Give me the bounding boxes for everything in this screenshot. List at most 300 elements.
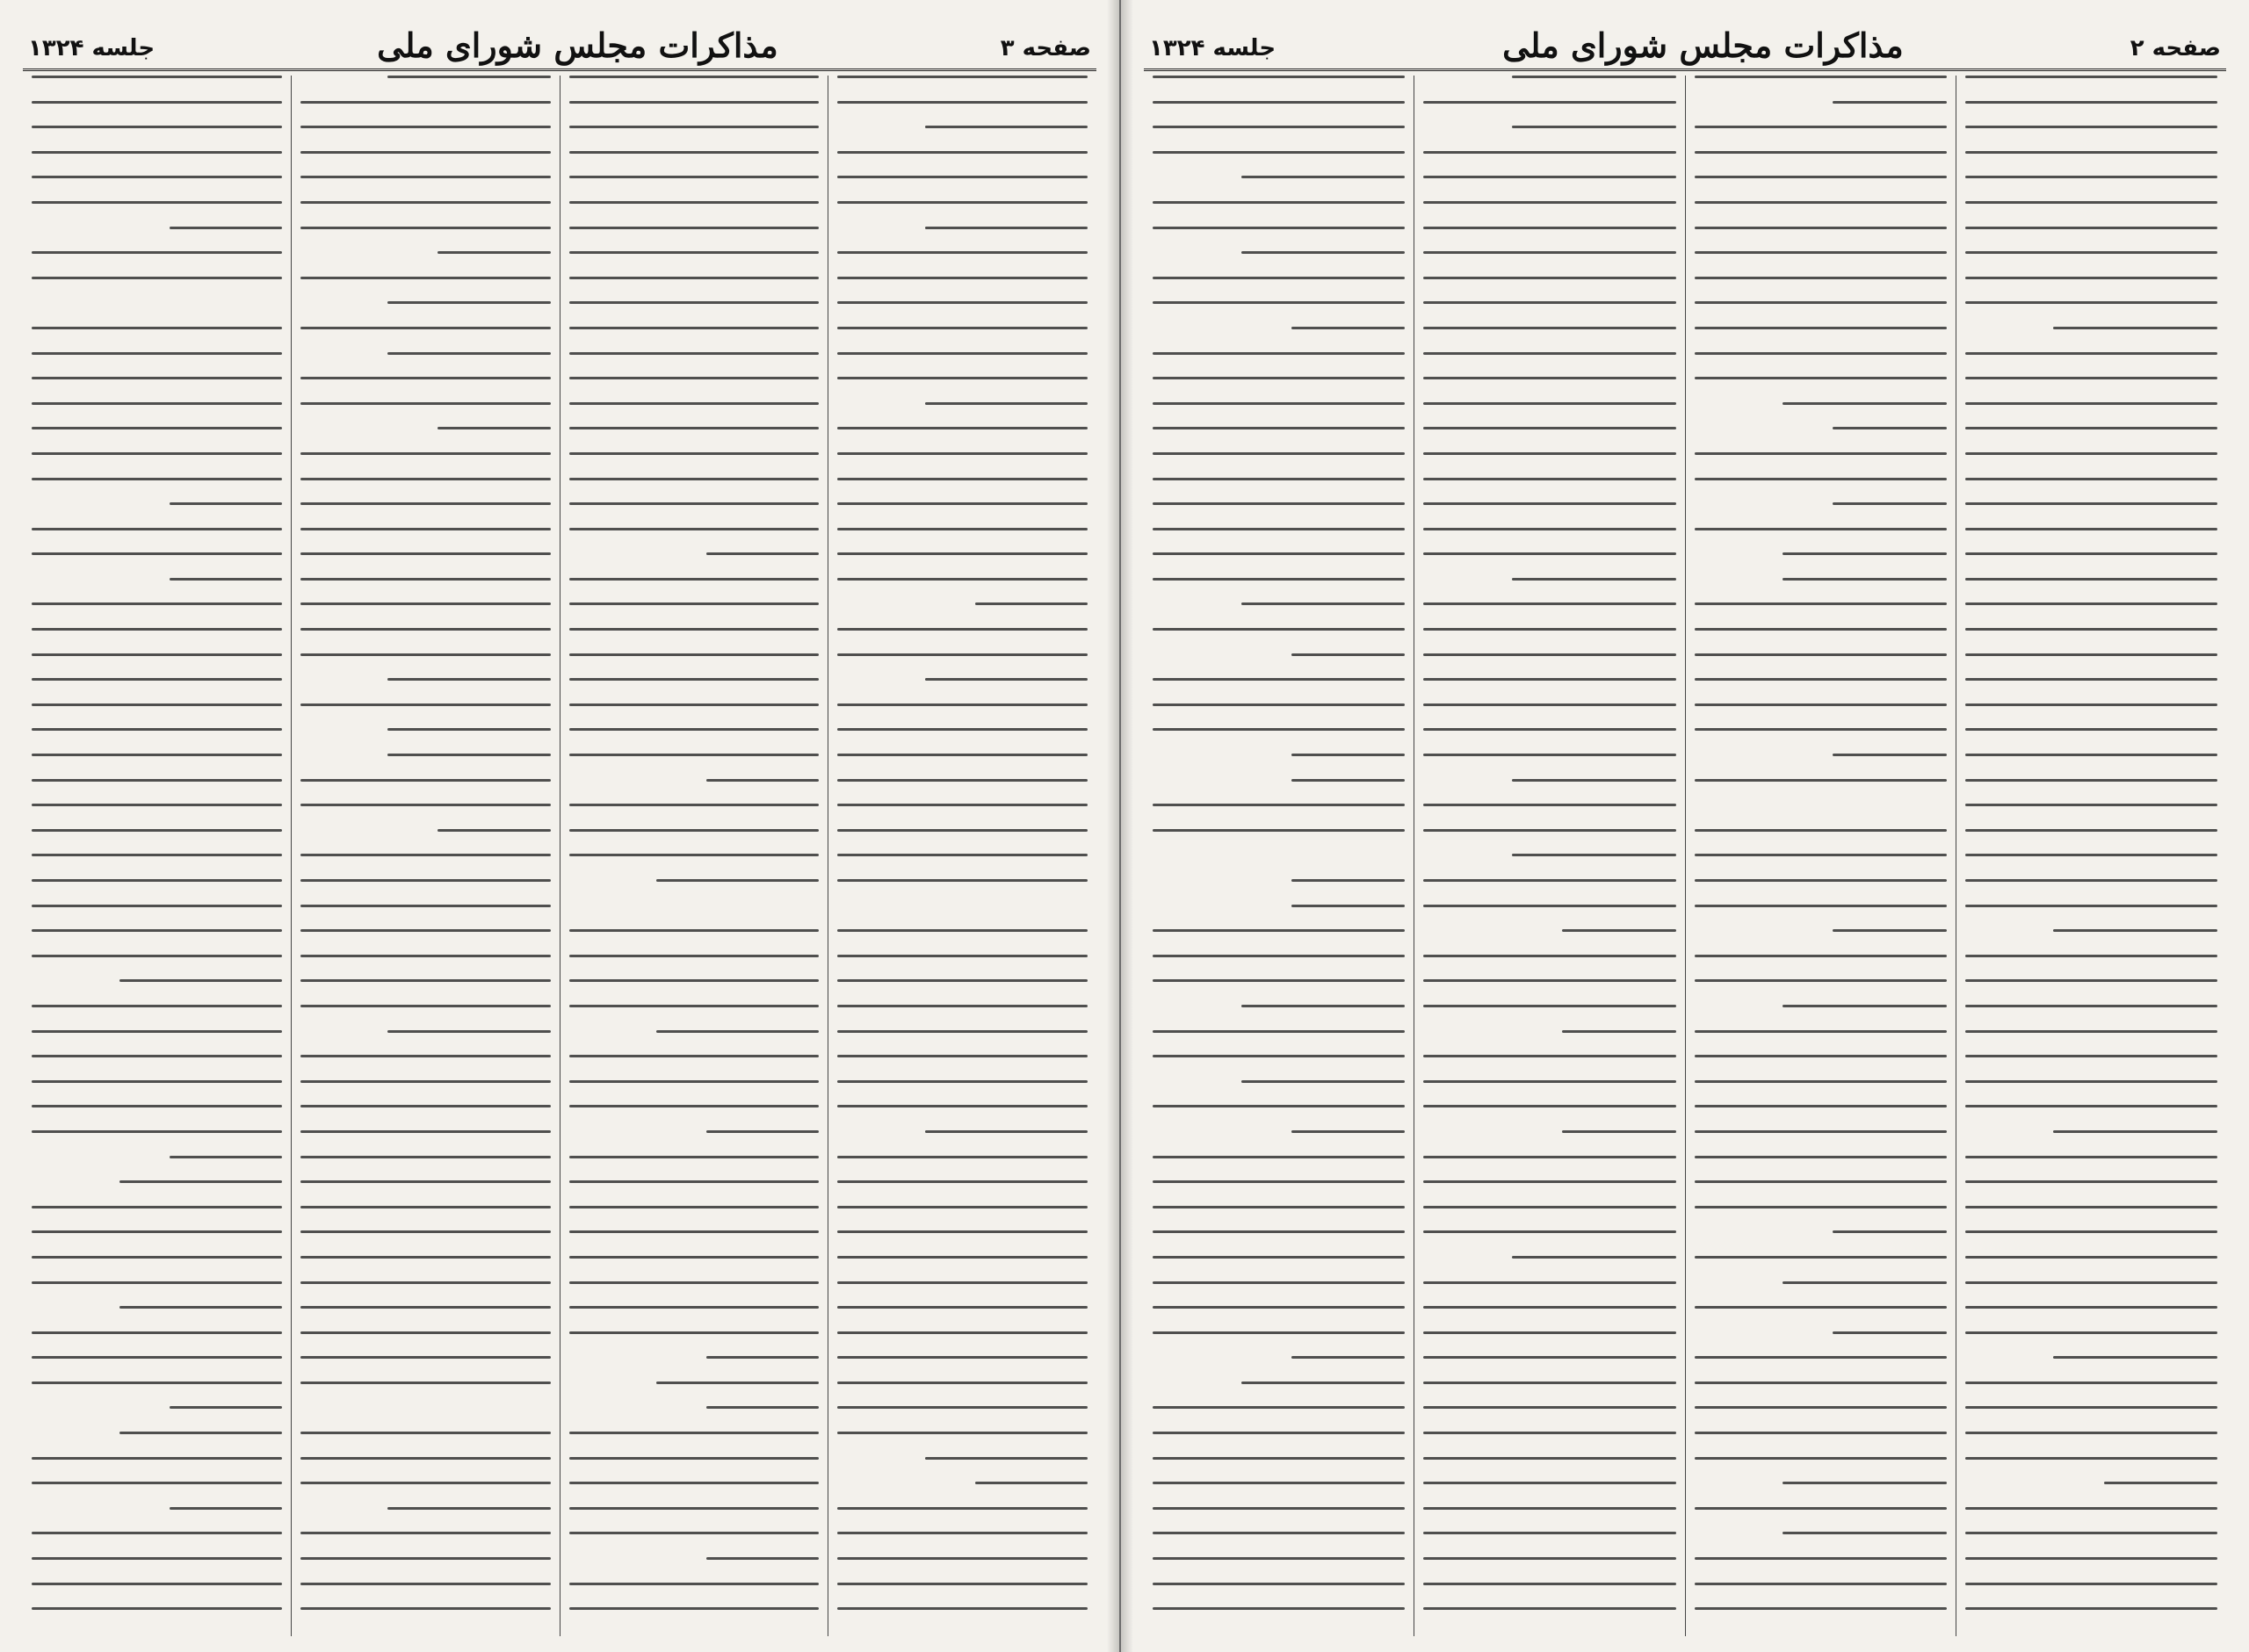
text-line	[569, 653, 820, 656]
text-line	[1423, 1080, 1675, 1083]
text-line	[1965, 227, 2217, 229]
text-line	[1291, 1356, 1405, 1359]
text-line	[1695, 602, 1947, 605]
text-line	[1423, 277, 1675, 279]
text-line	[300, 1180, 551, 1183]
text-line	[569, 301, 820, 304]
text-line	[1695, 327, 1947, 329]
text-line	[1153, 854, 1405, 856]
text-line	[569, 76, 820, 78]
text-line	[1423, 955, 1675, 957]
text-line	[32, 1256, 282, 1259]
column-4	[1144, 76, 1414, 1636]
text-line	[1153, 1532, 1405, 1534]
session-number: جلسه ۱۳۲۴	[1149, 35, 1276, 61]
text-line	[837, 905, 1088, 907]
text-line	[32, 1281, 282, 1284]
text-line	[1965, 703, 2217, 706]
text-line	[569, 754, 820, 756]
text-line	[1153, 1306, 1405, 1309]
text-line	[1965, 502, 2217, 505]
text-line	[1833, 1331, 1946, 1334]
text-line	[569, 1532, 820, 1534]
text-line	[1423, 728, 1675, 731]
text-line	[32, 126, 282, 128]
text-line	[1423, 1206, 1675, 1208]
text-line	[1695, 76, 1947, 78]
text-line	[975, 602, 1088, 605]
text-line	[1153, 427, 1405, 429]
text-line	[32, 653, 282, 656]
text-line	[569, 905, 820, 907]
text-line	[1423, 602, 1675, 605]
text-line	[1965, 427, 2217, 429]
text-line	[1153, 1105, 1405, 1107]
text-line	[1423, 1607, 1675, 1610]
body-text	[1153, 76, 1405, 1636]
text-line	[1562, 1130, 1675, 1133]
text-line	[1153, 478, 1405, 480]
text-line	[1695, 1432, 1947, 1434]
text-line	[1783, 578, 1947, 581]
text-line	[1965, 779, 2217, 782]
text-line	[837, 779, 1088, 782]
text-line	[1695, 955, 1947, 957]
text-line	[1965, 602, 2217, 605]
right-page	[1121, 0, 2249, 1652]
column-2	[560, 76, 828, 1636]
text-line	[1153, 1482, 1405, 1484]
text-line	[569, 327, 820, 329]
text-line	[837, 1256, 1088, 1259]
text-line	[1695, 1381, 1947, 1384]
text-line	[1423, 327, 1675, 329]
text-line	[1291, 327, 1405, 329]
text-line	[1423, 402, 1675, 405]
page-title: مذاکرات مجلس شورای ملی	[1502, 25, 1904, 65]
text-line	[1153, 1507, 1405, 1510]
text-line	[1695, 1055, 1947, 1057]
text-line	[32, 804, 282, 806]
text-line	[1423, 754, 1675, 756]
text-line	[837, 1557, 1088, 1560]
text-line	[706, 1557, 819, 1560]
text-line	[1965, 678, 2217, 681]
text-line	[1833, 101, 1946, 104]
text-line	[1423, 427, 1675, 429]
text-line	[837, 552, 1088, 555]
text-line	[837, 1005, 1088, 1007]
text-line	[300, 1583, 551, 1585]
text-columns	[1144, 76, 2226, 1636]
text-line	[706, 1356, 819, 1359]
text-line	[837, 829, 1088, 832]
text-line	[300, 578, 551, 581]
text-line	[1291, 779, 1405, 782]
text-line	[569, 854, 820, 856]
text-line	[1512, 854, 1676, 856]
text-line	[1695, 879, 1947, 882]
page-header	[1144, 14, 2226, 71]
text-line	[1695, 1583, 1947, 1585]
text-line	[837, 728, 1088, 731]
text-line	[1965, 1331, 2217, 1334]
text-line	[32, 301, 282, 304]
text-line	[1153, 728, 1405, 731]
text-line	[300, 528, 551, 530]
text-line	[387, 352, 550, 355]
text-line	[1423, 478, 1675, 480]
text-line	[837, 1331, 1088, 1334]
text-line	[1965, 151, 2217, 154]
text-line	[569, 1583, 820, 1585]
text-line	[569, 1281, 820, 1284]
text-line	[837, 1230, 1088, 1233]
text-line	[1965, 452, 2217, 455]
text-line	[569, 1206, 820, 1208]
text-line	[569, 101, 820, 104]
text-line	[1153, 578, 1405, 581]
text-line	[569, 201, 820, 204]
text-line	[300, 452, 551, 455]
text-line	[837, 1583, 1088, 1585]
text-line	[32, 879, 282, 882]
text-line	[1833, 1230, 1946, 1233]
text-line	[1423, 1055, 1675, 1057]
text-line	[837, 1381, 1088, 1384]
text-line	[1512, 578, 1676, 581]
text-line	[1965, 251, 2217, 254]
text-line	[300, 1557, 551, 1560]
text-line	[1423, 1331, 1675, 1334]
text-line	[1965, 1532, 2217, 1534]
text-line	[1153, 301, 1405, 304]
text-line	[1153, 1557, 1405, 1560]
body-text	[32, 76, 282, 1636]
text-line	[32, 1356, 282, 1359]
text-line	[1153, 552, 1405, 555]
text-line	[32, 1457, 282, 1460]
text-line	[1153, 502, 1405, 505]
text-line	[569, 1105, 820, 1107]
text-line	[837, 528, 1088, 530]
text-line	[569, 528, 820, 530]
text-line	[300, 1432, 551, 1434]
text-line	[1423, 1156, 1675, 1158]
text-line	[387, 754, 550, 756]
text-line	[569, 1432, 820, 1434]
text-line	[1512, 76, 1676, 78]
text-line	[1695, 452, 1947, 455]
text-line	[569, 1457, 820, 1460]
text-line	[1153, 979, 1405, 982]
text-line	[1153, 402, 1405, 405]
text-line	[1783, 1281, 1947, 1284]
text-line	[300, 979, 551, 982]
text-line	[300, 502, 551, 505]
text-line	[1965, 201, 2217, 204]
text-line	[837, 1406, 1088, 1409]
text-line	[1695, 176, 1947, 178]
text-line	[1965, 905, 2217, 907]
text-line	[569, 402, 820, 405]
text-line	[300, 779, 551, 782]
text-line	[32, 1331, 282, 1334]
text-line	[1423, 905, 1675, 907]
text-line	[569, 929, 820, 932]
text-line	[300, 854, 551, 856]
text-line	[1153, 1457, 1405, 1460]
text-line	[1153, 1607, 1405, 1610]
text-line	[1153, 1055, 1405, 1057]
gutter-shadow	[1107, 0, 1119, 1652]
text-line	[32, 1105, 282, 1107]
text-line	[32, 779, 282, 782]
text-line	[1291, 1130, 1405, 1133]
text-line	[1423, 1583, 1675, 1585]
text-line	[300, 1457, 551, 1460]
text-line	[1965, 1507, 2217, 1510]
text-line	[837, 1507, 1088, 1510]
text-line	[837, 1281, 1088, 1284]
text-line	[32, 1557, 282, 1560]
text-line	[837, 1080, 1088, 1083]
text-line	[569, 227, 820, 229]
text-line	[1423, 1306, 1675, 1309]
text-line	[837, 478, 1088, 480]
text-line	[1695, 1130, 1947, 1133]
text-line	[32, 1532, 282, 1534]
text-line	[300, 1105, 551, 1107]
text-line	[1965, 478, 2217, 480]
text-line	[300, 929, 551, 932]
text-line	[32, 1080, 282, 1083]
text-line	[300, 227, 551, 229]
text-line	[1695, 151, 1947, 154]
text-line	[32, 1005, 282, 1007]
text-line	[1965, 879, 2217, 882]
text-line	[1783, 1482, 1947, 1484]
text-line	[1423, 201, 1675, 204]
text-line	[1965, 377, 2217, 379]
text-line	[569, 703, 820, 706]
text-line	[569, 1055, 820, 1057]
text-line	[569, 277, 820, 279]
text-line	[300, 1532, 551, 1534]
text-line	[1153, 201, 1405, 204]
text-line	[1241, 1005, 1406, 1007]
text-line	[837, 854, 1088, 856]
text-line	[438, 427, 550, 429]
text-line	[1833, 427, 1946, 429]
text-line	[1695, 653, 1947, 656]
text-line	[1965, 1080, 2217, 1083]
text-line	[569, 377, 820, 379]
text-line	[1291, 905, 1405, 907]
text-line	[2104, 1482, 2217, 1484]
text-line	[925, 402, 1088, 405]
text-line	[1965, 754, 2217, 756]
text-line	[1512, 126, 1676, 128]
text-line	[119, 1432, 282, 1434]
text-line	[1153, 277, 1405, 279]
text-line	[1512, 779, 1676, 782]
text-line	[837, 578, 1088, 581]
text-line	[170, 1406, 282, 1409]
text-line	[1241, 251, 1406, 254]
text-line	[656, 1381, 819, 1384]
text-line	[1153, 101, 1405, 104]
text-line	[1965, 1607, 2217, 1610]
text-line	[925, 678, 1088, 681]
text-line	[706, 779, 819, 782]
text-line	[1423, 352, 1675, 355]
text-line	[837, 327, 1088, 329]
text-line	[1695, 1156, 1947, 1158]
text-line	[1153, 352, 1405, 355]
text-line	[1833, 502, 1946, 505]
text-line	[1965, 653, 2217, 656]
text-line	[32, 402, 282, 405]
text-line	[1965, 301, 2217, 304]
text-line	[1965, 402, 2217, 405]
text-line	[837, 1532, 1088, 1534]
text-line	[1512, 1256, 1676, 1259]
text-line	[569, 1607, 820, 1610]
text-line	[1153, 528, 1405, 530]
text-line	[837, 502, 1088, 505]
text-line	[170, 227, 282, 229]
text-line	[1695, 703, 1947, 706]
text-line	[1695, 277, 1947, 279]
text-line	[1241, 1381, 1406, 1384]
text-line	[837, 804, 1088, 806]
text-line	[569, 478, 820, 480]
text-line	[1695, 1080, 1947, 1083]
text-line	[837, 1306, 1088, 1309]
text-line	[837, 101, 1088, 104]
text-line	[1153, 1432, 1405, 1434]
text-line	[300, 628, 551, 631]
text-line	[300, 602, 551, 605]
text-line	[2053, 1356, 2217, 1359]
text-line	[300, 1230, 551, 1233]
text-line	[387, 728, 550, 731]
text-line	[438, 251, 550, 254]
text-line	[32, 1607, 282, 1610]
text-line	[1783, 402, 1947, 405]
text-line	[1695, 1607, 1947, 1610]
text-line	[569, 602, 820, 605]
text-line	[837, 879, 1088, 882]
text-line	[837, 1105, 1088, 1107]
text-line	[1695, 779, 1947, 782]
text-line	[1423, 1381, 1675, 1384]
text-line	[925, 126, 1088, 128]
text-line	[300, 653, 551, 656]
text-line	[300, 1331, 551, 1334]
text-line	[32, 1055, 282, 1057]
text-line	[837, 352, 1088, 355]
text-line	[1965, 552, 2217, 555]
text-line	[1695, 1180, 1947, 1183]
session-number: جلسه ۱۳۲۴	[28, 35, 155, 61]
text-line	[1695, 728, 1947, 731]
text-line	[1153, 804, 1405, 806]
text-line	[1423, 703, 1675, 706]
text-columns	[23, 76, 1096, 1636]
text-line	[837, 628, 1088, 631]
text-line	[925, 1457, 1088, 1460]
text-line	[300, 277, 551, 279]
text-line	[1695, 804, 1947, 806]
text-line	[32, 1230, 282, 1233]
text-line	[837, 703, 1088, 706]
text-line	[32, 452, 282, 455]
text-line	[300, 1281, 551, 1284]
text-line	[1423, 1557, 1675, 1560]
text-line	[1153, 1206, 1405, 1208]
text-line	[1965, 829, 2217, 832]
text-line	[300, 879, 551, 882]
text-line	[569, 352, 820, 355]
text-line	[1965, 854, 2217, 856]
text-line	[1153, 929, 1405, 932]
text-line	[706, 1130, 819, 1133]
text-line	[1423, 678, 1675, 681]
text-line	[32, 201, 282, 204]
text-line	[300, 478, 551, 480]
text-line	[1423, 1230, 1675, 1233]
text-line	[300, 1055, 551, 1057]
text-line	[837, 955, 1088, 957]
text-line	[300, 101, 551, 104]
text-line	[837, 151, 1088, 154]
text-line	[1423, 1532, 1675, 1534]
text-line	[32, 1583, 282, 1585]
text-line	[32, 1130, 282, 1133]
text-line	[1965, 1583, 2217, 1585]
text-line	[1965, 1180, 2217, 1183]
text-line	[1965, 1206, 2217, 1208]
text-line	[2053, 929, 2217, 932]
text-line	[1965, 126, 2217, 128]
text-line	[1153, 1583, 1405, 1585]
text-line	[1423, 1180, 1675, 1183]
text-line	[1695, 1256, 1947, 1259]
text-line	[32, 251, 282, 254]
text-line	[1965, 1457, 2217, 1460]
text-line	[1695, 628, 1947, 631]
text-line	[1965, 979, 2217, 982]
text-line	[569, 728, 820, 731]
text-line	[32, 101, 282, 104]
text-line	[1423, 552, 1675, 555]
text-line	[300, 1130, 551, 1133]
text-line	[32, 478, 282, 480]
text-line	[837, 201, 1088, 204]
text-line	[32, 151, 282, 154]
text-line	[32, 377, 282, 379]
text-line	[32, 703, 282, 706]
text-line	[32, 1381, 282, 1384]
text-line	[1423, 1005, 1675, 1007]
text-line	[1695, 1507, 1947, 1510]
text-line	[170, 1507, 282, 1510]
text-line	[569, 1482, 820, 1484]
text-line	[569, 452, 820, 455]
text-line	[1291, 754, 1405, 756]
